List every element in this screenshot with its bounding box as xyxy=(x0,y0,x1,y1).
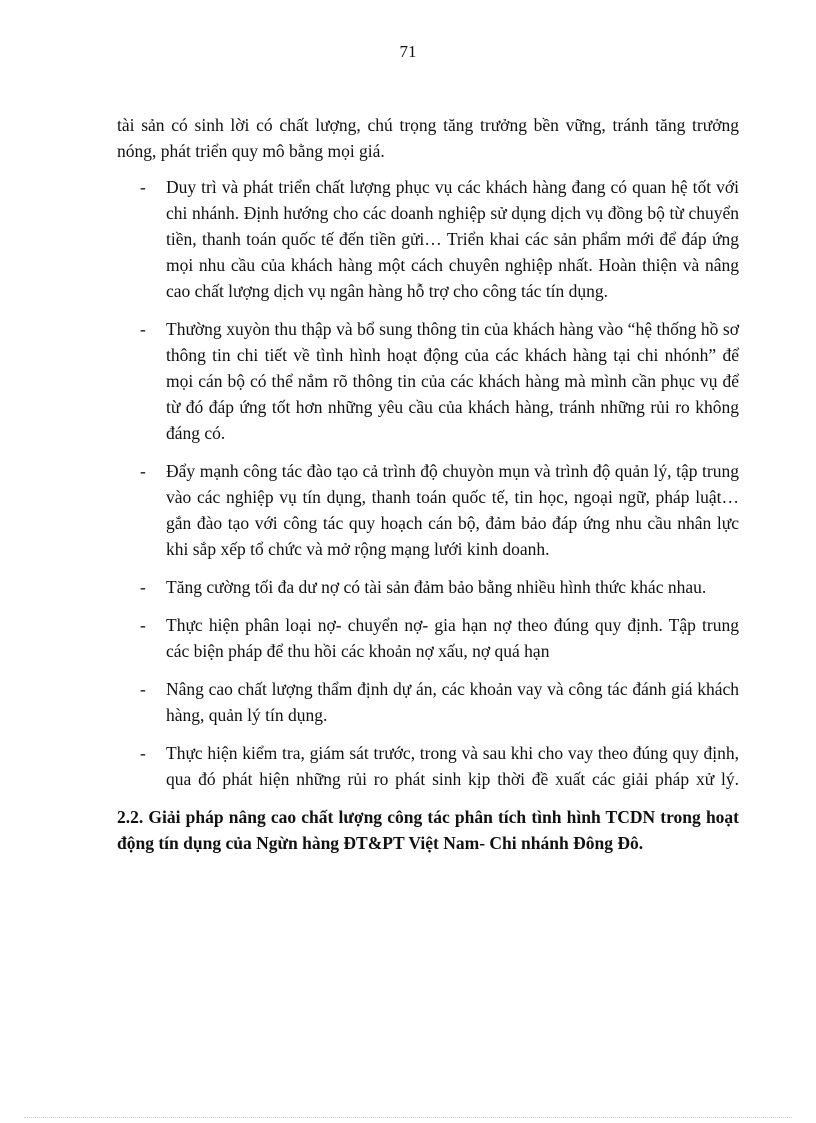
bullet-dash: - xyxy=(140,577,146,597)
list-item xyxy=(117,612,739,664)
list-item-text: Thực hiện kiểm tra, giám sát trước, trong và sau khi cho vay theo đúng quy định, qua đó phát hiện những rủi ro phát sinh kịp thời đề xuất các giải pháp xử lý. xyxy=(166,743,739,789)
list-item-text: Nâng cao chất lượng thẩm định dự án, các khoản vay và công tác đánh giá khách hàng, quản lý tín dụng. xyxy=(166,679,739,725)
list-item xyxy=(117,574,739,600)
list-item-text: Đẩy mạnh công tác đào tạo cả trình độ chuyòn mụn và trình độ quản lý, tập trung vào các nghiệp vụ tín dụng, thanh toán quốc tế, tin học, ngoại ngữ, pháp luật… gắn đào tạo với công tác quy hoạch cán bộ, đảm bảo đáp ứng nhu cầu nhân lực khi sắp xếp tổ chức và mở rộng mạng lưới kinh doanh. xyxy=(166,461,739,559)
document-body xyxy=(117,112,739,856)
bullet-dash: - xyxy=(140,679,146,699)
list-item xyxy=(117,458,739,562)
list-item-text: Thường xuyòn thu thập và bổ sung thông tin của khách hàng vào “hệ thống hồ sơ thông tin chi tiết về tình hình hoạt động của các khách hàng tại chi nhónh” để mọi cán bộ có thể nắm rõ thông tin của các khách hàng mà mình cần phục vụ để từ đó đáp ứng tốt hơn những yêu cầu của khách hàng, tránh những rủi ro không đáng có. xyxy=(166,319,739,443)
list-item xyxy=(117,676,739,728)
list-item xyxy=(117,740,739,792)
page-bottom-divider xyxy=(24,1117,792,1118)
page-number: 71 xyxy=(399,42,417,61)
intro-paragraph: tài sản có sinh lời có chất lượng, chú trọng tăng trưởng bền vững, tránh tăng trưởng nóng, phát triển quy mô bằng mọi giá. xyxy=(117,115,739,161)
bullet-list xyxy=(117,174,739,792)
bullet-dash: - xyxy=(140,177,146,197)
bullet-dash: - xyxy=(140,743,146,763)
list-item-text: Duy trì và phát triển chất lượng phục vụ các khách hàng đang có quan hệ tốt với chi nhánh. Định hướng cho các doanh nghiệp sử dụng dịch vụ đồng bộ từ chuyển tiền, thanh toán quốc tế đến tiền gửi… Triển khai các sản phẩm mới để đáp ứng mọi nhu cầu của khách hàng một cách chuyên nghiệp nhất. Hoàn thiện và nâng cao chất lượng dịch vụ ngân hàng hỗ trợ cho công tác tín dụng. xyxy=(166,177,739,301)
section-heading: 2.2. Giải pháp nâng cao chất lượng công tác phân tích tình hình TCDN trong hoạt động tín dụng của Ngừn hàng ĐT&PT Việt Nam- Chi nhánh Đông Đô. xyxy=(117,807,739,853)
list-item-text: Tăng cường tối đa dư nợ có tài sản đảm bảo bằng nhiều hình thức khác nhau. xyxy=(166,577,707,597)
list-item xyxy=(117,174,739,304)
list-item-text: Thực hiện phân loại nợ- chuyển nợ- gia hạn nợ theo đúng quy định. Tập trung các biện pháp để thu hồi các khoản nợ xấu, nợ quá hạn xyxy=(166,615,739,661)
bullet-dash: - xyxy=(140,615,146,635)
bullet-dash: - xyxy=(140,319,146,339)
list-item xyxy=(117,316,739,446)
bullet-dash: - xyxy=(140,461,146,481)
